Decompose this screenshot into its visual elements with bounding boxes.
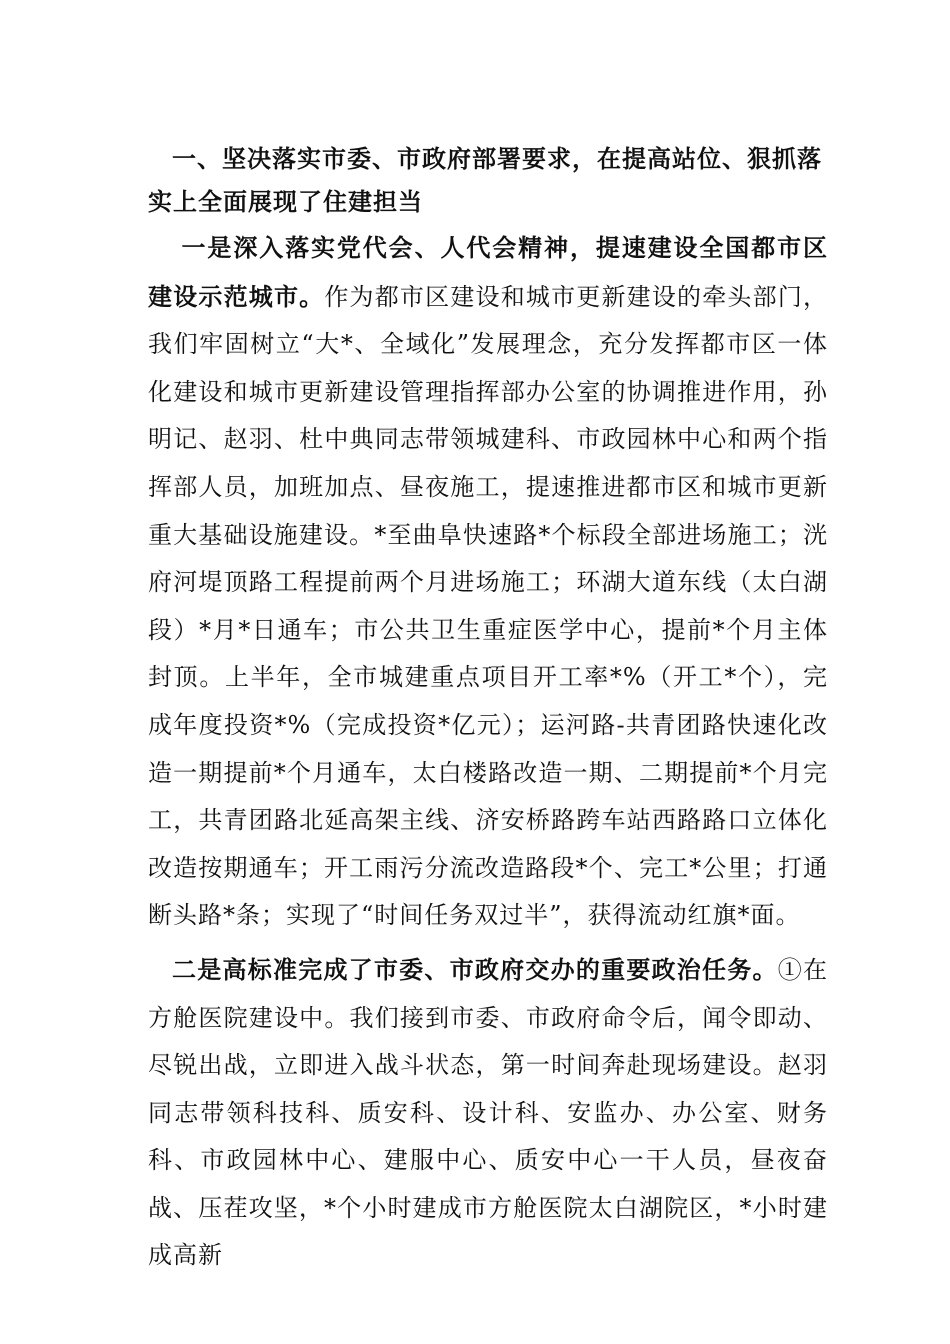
paragraph-1 — [148, 224, 828, 940]
paragraph-2 — [148, 946, 828, 1280]
paragraph-2-body: ①在方舱医院建设中。我们接到市委、市政府命令后，闻令即动、尽锐出战，立即进入战斗状态，第一时间奔赴现场建设。赵羽同志带领科技科、质安科、设计科、安监办、办公室、财务科、市政园林中心、建服中心、质安中心一干人员，昼夜奋战、压茬攻坚，*个小时建成市方舱医院太白湖院区，*小时建成高新 — [148, 955, 829, 1270]
paragraph-2-lead: 二是高标准完成了市委、市政府交办的重要政治任务。 — [172, 954, 778, 984]
paragraph-1-lead: 一是深入落实党代会、人代会精神，提速建设全国都市区建设示范城市。 — [148, 233, 828, 311]
section-heading: 一、坚决落实市委、市政府部署要求，在提高站位、狠抓落实上全面展现了住建担当 — [148, 145, 822, 216]
paragraph-1-body: 作为都市区建设和城市更新建设的牵头部门，我们牢固树立“大*、全域化”发展理念，充分发挥都市区一体化建设和城市更新建设管理指挥部办公室的协调推进作用，孙明记、赵羽、杜中典同志带领城建科、市政园林中心和两个指挥部人员，加班加点、昼夜施工，提速推进都市区和城市更新重大基础设施建设。*至曲阜快速路*个标段全部进场施工；洸府河堤顶路工程提前两个月进场施工；环湖大道东线（太白湖段）*月*日通车；市公共卫生重症医学中心，提前*个月主体封顶。上半年，全市城建重点项目开工率*%（开工*个），完成年度投资*%（完成投资*亿元）；运河路-共青团路快速化改造一期提前*个月通车，太白楼路改造一期、二期提前*个月完工，共青团路北延高架主线、济安桥路跨车站西路路口立体化改造按期通车；开工雨污分流改造路段*个、完工*公里；打通断头路*条；实现了“时间任务双过半”，获得流动红旗*面。 — [148, 282, 829, 930]
document-body — [148, 138, 828, 1280]
